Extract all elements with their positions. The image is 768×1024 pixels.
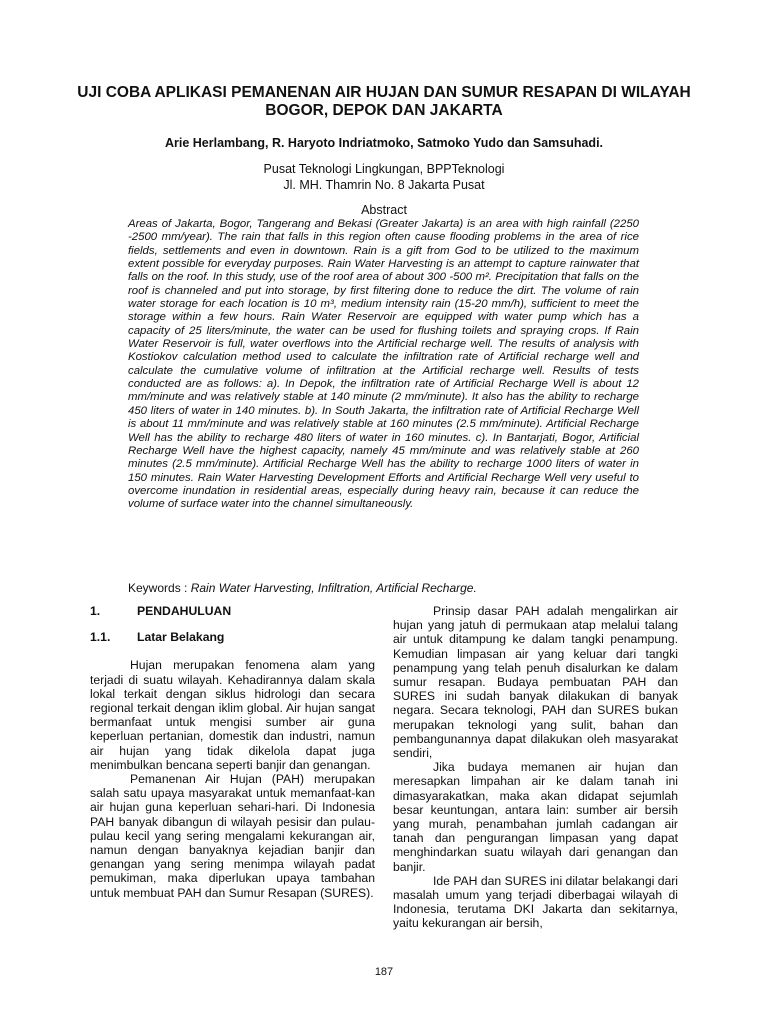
subsection-heading-latar-belakang [90,630,375,644]
affiliation-institution: Pusat Teknologi Lingkungan, BPPTeknologi [263,162,505,176]
keywords [128,581,688,595]
left-column [90,604,375,900]
subsection-number: 1.1. [90,630,111,645]
body-paragraph: Jika budaya memanen air hujan dan meresapkan limpahan air ke dalam tanah ini dimasyarakatkan, maka akan didapat sejumlah besar keuntungan, antara lain: sumber air bersih yang murah, penambahan jumlah cadangan air tanah dan pengurangan limpasan yang dapat menghindarkan suatu wilayah dari genangan dan banjir. [393,760,678,874]
section-heading-pendahuluan [90,604,375,618]
keywords-label: Keywords : [128,581,188,595]
body-paragraph: Ide PAH dan SURES ini dilatar belakangi dari masalah umum yang terjadi diberbagai wilayah di Indonesia, terutama DKI Jakarta dan sekitarnya, yaitu kekurangan air bersih, [393,873,679,931]
author-list: Arie Herlambang, R. Haryoto Indriatmoko, Satmoko Yudo dan Samsuhadi. [164,136,604,150]
subsection-title: Latar Belakang [137,630,225,645]
abstract-heading: Abstract [361,203,407,217]
affiliation [60,162,708,193]
section-number: 1. [90,604,101,618]
body-paragraph: Prinsip dasar PAH adalah mengalirkan air hujan yang jatuh di permukaan atap melalui talang air untuk ditampung ke dalam tangki penampung. Kemudian limpasan air yang keluar dari tangki penampung yang telah penuh disalurkan ke dalam sumur resapan. Budaya pembuatan PAH dan SURES ini sudah banyak dilakukan di banyak negara. Secara teknologi, PAH dan SURES bukan merupakan teknologi yang sulit, bahan dan pembangunannya dapat dilakukan oleh masyarakat sendiri, [393,604,678,761]
paper-title: UJI COBA APLIKASI PEMANENAN AIR HUJAN DAN SUMUR RESAPAN DI WILAYAH BOGOR, DEPOK DAN JAKARTA [77,84,691,119]
body-paragraph: Hujan merupakan fenomena alam yang terjadi di suatu wilayah. Kehadirannya dalam skala lokal terkait dengan siklus hidrologi dan secara regional terkait dengan iklim global. Air hujan sangat bermanfaat untuk mengisi sumber air guna keperluan pertanian, domestik dan industri, namun air hujan yang tidak dikelola dapat juga menimbulkan bencana seperti banjir dan genangan. [90,658,375,772]
abstract-text: Areas of Jakarta, Bogor, Tangerang and Bekasi (Greater Jakarta) is an area with high rainfall (2250 -2500 mm/year). The rain that falls in this region often cause flooding problems in the area of rice fields, settlements and even in downtown. Rain is a gift from God to be utilized to the maximum extent possible for everyday purposes. Rain Water Harvesting is an attempt to capture rainwater that falls on the roof. In this study, use of the roof area of about 300 -500 m². Precipitation that falls on the roof is channeled and put into storage, by first filtering done to reduce the dirt. The volume of rain water storage for each location is 10 m³, medium intensity rain (15-20 mm/h), sufficient to meet the storage within a few hours. Rain Water Reservoir are equipped with water pump which has a capacity of 25 liters/minute, the water can be used for flushing toilets and spraying crops. If Rain Water Reservoir is full, water overflows into the Artificial recharge well. The results of analysis with Kostiokov calculation method used to calculate the infiltration rate of Artificial recharge well and calculate the cumulative volume of infiltration at the Artificial recharge well. Results of tests conducted are as follows: a). In Depok, the infiltration rate of Artificial Recharge Well is about 12 mm/minute and was relatively stable at 140 minute (2 mm/minute). It also has the ability to recharge 450 liters of water in 140 minutes. b). In South Jakarta, the infiltration rate of Artificial Recharge Well is about 11 mm/minute and was relatively stable at 160 minutes (2.5 mm/minute). Artificial Recharge Well has the ability to recharge 480 liters of water in 160 minutes. c). In Bantarjati, Bogor, Artificial Recharge Well have the highest capacity, namely 45 mm/minute and was relatively stable at 260 minutes (2.5 mm/minute). Artificial Recharge Well has the ability to recharge 1000 liters of water in 150 minutes. Rain Water Harvesting Development Efforts and Artificial Recharge Well very useful to overcome inundation in residential areas, especially during heavy rain, because it can reduce the volume of surface water into the channel simultaneously. [128,218,639,511]
right-column [393,604,678,931]
body-paragraph: Pemanenan Air Hujan (PAH) merupakan salah satu upaya masyarakat untuk memanfaat-kan air hujan guna keperluan sehari-hari. Di Indonesia PAH banyak dibangun di wilayah pesisir dan pulau-pulau kecil yang sering mengalami kekurangan air, namun dengan banyaknya kejadian banjir dan genangan yang sering menimpa wilayah padat pemukiman, maka diperlukan upaya tambahan untuk membuat PAH dan Sumur Resapan (SURES). [90,772,375,900]
affiliation-address: Jl. MH. Thamrin No. 8 Jakarta Pusat [283,177,485,192]
page-number: 187 [374,966,394,978]
section-title: PENDAHULUAN [137,604,232,618]
keywords-values: Rain Water Harvesting, Infiltration, Artificial Recharge. [190,581,477,595]
